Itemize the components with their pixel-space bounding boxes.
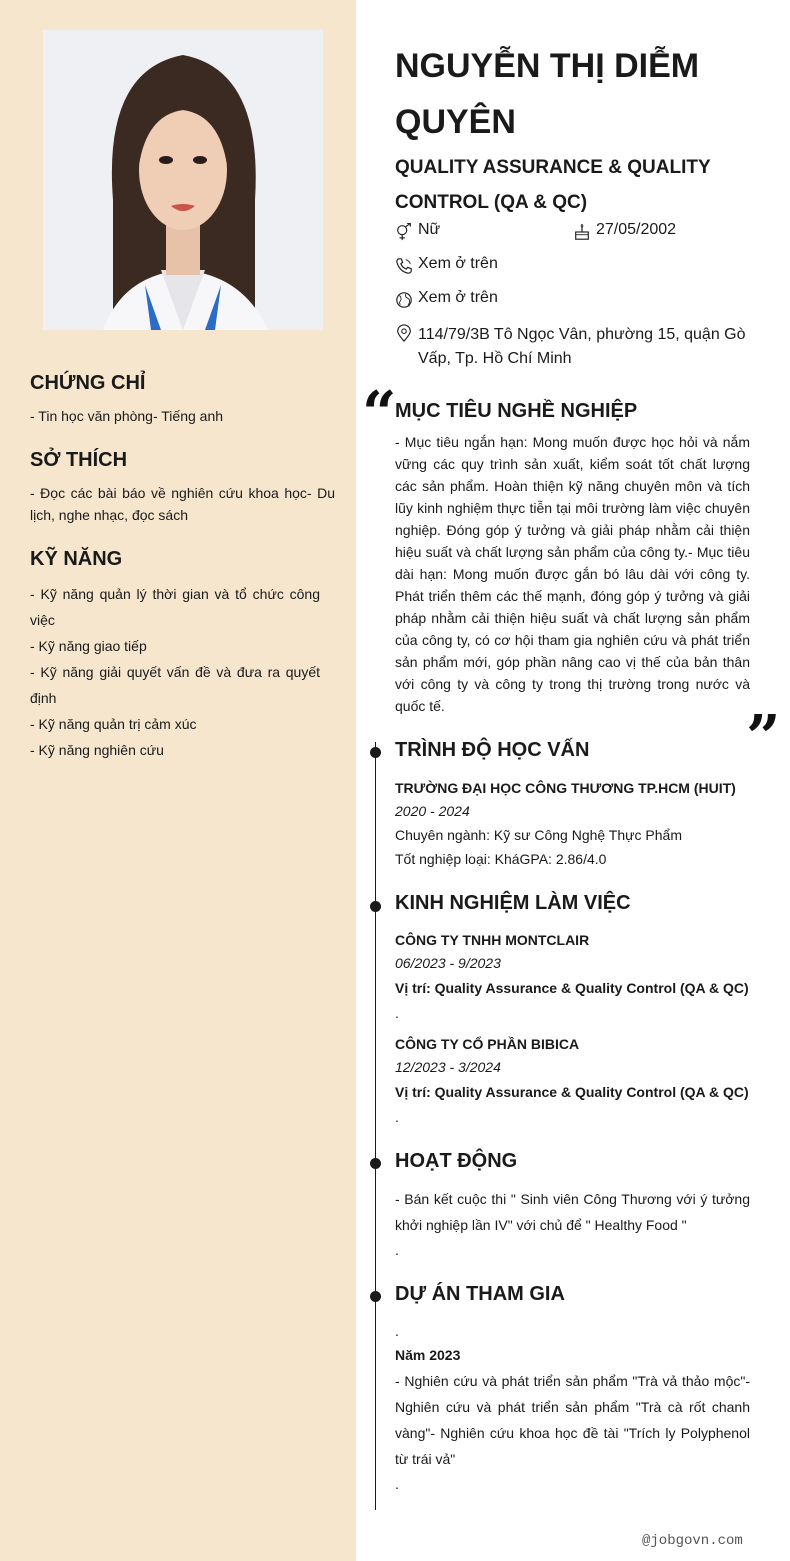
portrait-illustration — [43, 30, 323, 330]
footer-watermark: @jobgovn.com — [642, 1533, 743, 1549]
skill-item: - Kỹ năng giao tiếp — [30, 638, 147, 654]
company-name: CÔNG TY TNHH MONTCLAIR — [395, 932, 590, 948]
hobbies-title: SỞ THÍCH — [30, 449, 128, 471]
address-row — [395, 323, 750, 371]
globe-icon — [395, 291, 413, 309]
skills-section — [30, 548, 335, 763]
job-note: . — [395, 1109, 399, 1125]
website-value: Xem ở trên — [418, 289, 498, 306]
job-period: 06/2023 - 9/2023 — [395, 955, 501, 971]
skill-item: - Kỹ năng quản lý thời gian và tổ chức công việc — [30, 586, 320, 628]
project-year: Năm 2023 — [395, 1347, 461, 1363]
hobbies-text: - Đọc các bài báo về nghiên cứu khoa học- Du lịch, nghe nhạc, đọc sách — [30, 485, 335, 523]
timeline-dot — [370, 901, 381, 912]
phone-icon — [395, 257, 413, 275]
gender-row — [395, 221, 440, 241]
projects-title: DỰ ÁN THAM GIA — [395, 1283, 565, 1305]
experience-title: KINH NGHIỆM LÀM VIỆC — [395, 892, 631, 914]
projects-text: - Nghiên cứu và phát triển sản phẩm "Trà vả thảo mộc"- Nghiên cứu và phát triển sản phẩm "Trà cà rốt chanh vàng"- Nghiên cứu khoa học đề tài "Trích ly Polyphenol từ trái vả" — [395, 1373, 750, 1467]
location-pin-icon — [395, 324, 413, 342]
activities-note: . — [395, 1242, 399, 1258]
close-quote-icon: ” — [746, 703, 781, 773]
profile-photo — [43, 30, 323, 330]
timeline-line — [375, 742, 376, 1510]
gender-icon — [395, 223, 413, 241]
timeline-dot — [370, 1158, 381, 1169]
education-entry — [395, 778, 750, 871]
certificates-title: CHỨNG CHỈ — [30, 372, 146, 394]
objective-text: - Mục tiêu ngắn hạn: Mong muốn được học hỏi và nắm vững các quy trình sản xuất, kiểm soát tốt chất lượng các sản phẩm. Hoàn thiện kỹ năng chuyên môn và tích lũy kinh nghiệm thực tiễn tại môi trường làm việc chuyên nghiệp. Đóng góp ý tưởng và giải pháp nhằm cải thiện hiệu suất và chất lượng sản phẩm của công ty.- Mục tiêu dài hạn: Mong muốn được gắn bó lâu dài với công ty. Phát triển thêm các thế mạnh, đóng góp ý tưởng và giải pháp nhằm cải thiện hiệu suất và chất lượng sản phẩm của công ty, có cơ hội tham gia nghiên cứu và phát triển sản phẩm mới, góp phần nâng cao vị thế của bản thân với công ty và công ty trong thị trường trong nước và quốc tế. — [395, 434, 750, 714]
skill-item: - Kỹ năng nghiên cứu — [30, 742, 164, 758]
projects-note-bottom: . — [395, 1476, 399, 1492]
projects-note-top: . — [395, 1323, 399, 1339]
website-row — [395, 289, 498, 309]
job-entry — [395, 1034, 750, 1129]
address-value: 114/79/3B Tô Ngọc Vân, phường 15, quận Gò Vấp, Tp. Hồ Chí Minh — [418, 326, 746, 367]
certificates-section — [30, 372, 335, 427]
birthdate-value: 27/05/2002 — [596, 221, 677, 238]
job-note: . — [395, 1005, 399, 1021]
candidate-name: NGUYỄN THỊ DIỄM QUYÊN — [395, 47, 700, 141]
education-major: Chuyên ngành: Kỹ sư Công Nghệ Thực Phẩm — [395, 827, 682, 843]
skill-item: - Kỹ năng quản trị cảm xúc — [30, 716, 197, 732]
job-position: Vị trí: Quality Assurance & Quality Control (QA & QC) — [395, 980, 749, 996]
hobbies-section — [30, 449, 335, 526]
job-period: 12/2023 - 3/2024 — [395, 1059, 501, 1075]
activities-title: HOẠT ĐỘNG — [395, 1150, 518, 1172]
birthdate-row — [573, 221, 676, 241]
education-title: TRÌNH ĐỘ HỌC VẤN — [395, 739, 590, 761]
school-name: TRƯỜNG ĐẠI HỌC CÔNG THƯƠNG TP.HCM (HUIT) — [395, 780, 736, 796]
skills-title: KỸ NĂNG — [30, 548, 123, 570]
activities-text: - Bán kết cuộc thi " Sinh viên Công Thương với ý tưởng khởi nghiệp lần IV" với chủ để " Healthy Food " — [395, 1191, 750, 1233]
company-name: CÔNG TY CỔ PHẦN BIBICA — [395, 1036, 580, 1052]
activities-entry — [395, 1186, 750, 1262]
objective-title: MỤC TIÊU NGHỀ NGHIỆP — [395, 400, 638, 422]
certificates-text: - Tin học văn phòng- Tiếng anh — [30, 408, 224, 424]
timeline-dot — [370, 747, 381, 758]
open-quote-icon: “ — [362, 379, 397, 449]
timeline-dot — [370, 1291, 381, 1302]
education-period: 2020 - 2024 — [395, 803, 470, 819]
education-grade: Tốt nghiệp loại: KháGPA: 2.86/4.0 — [395, 851, 607, 867]
job-position: Vị trí: Quality Assurance & Quality Control (QA & QC) — [395, 1084, 749, 1100]
birthday-cake-icon — [573, 223, 591, 241]
skill-item: - Kỹ năng giải quyết vấn đề và đưa ra quyết định — [30, 664, 320, 706]
phone-value: Xem ở trên — [418, 255, 498, 272]
phone-row — [395, 255, 498, 275]
gender-value: Nữ — [418, 221, 441, 238]
projects-entry — [395, 1320, 750, 1496]
job-entry — [395, 930, 750, 1025]
job-title: QUALITY ASSURANCE & QUALITY CONTROL (QA & QC) — [395, 157, 711, 213]
